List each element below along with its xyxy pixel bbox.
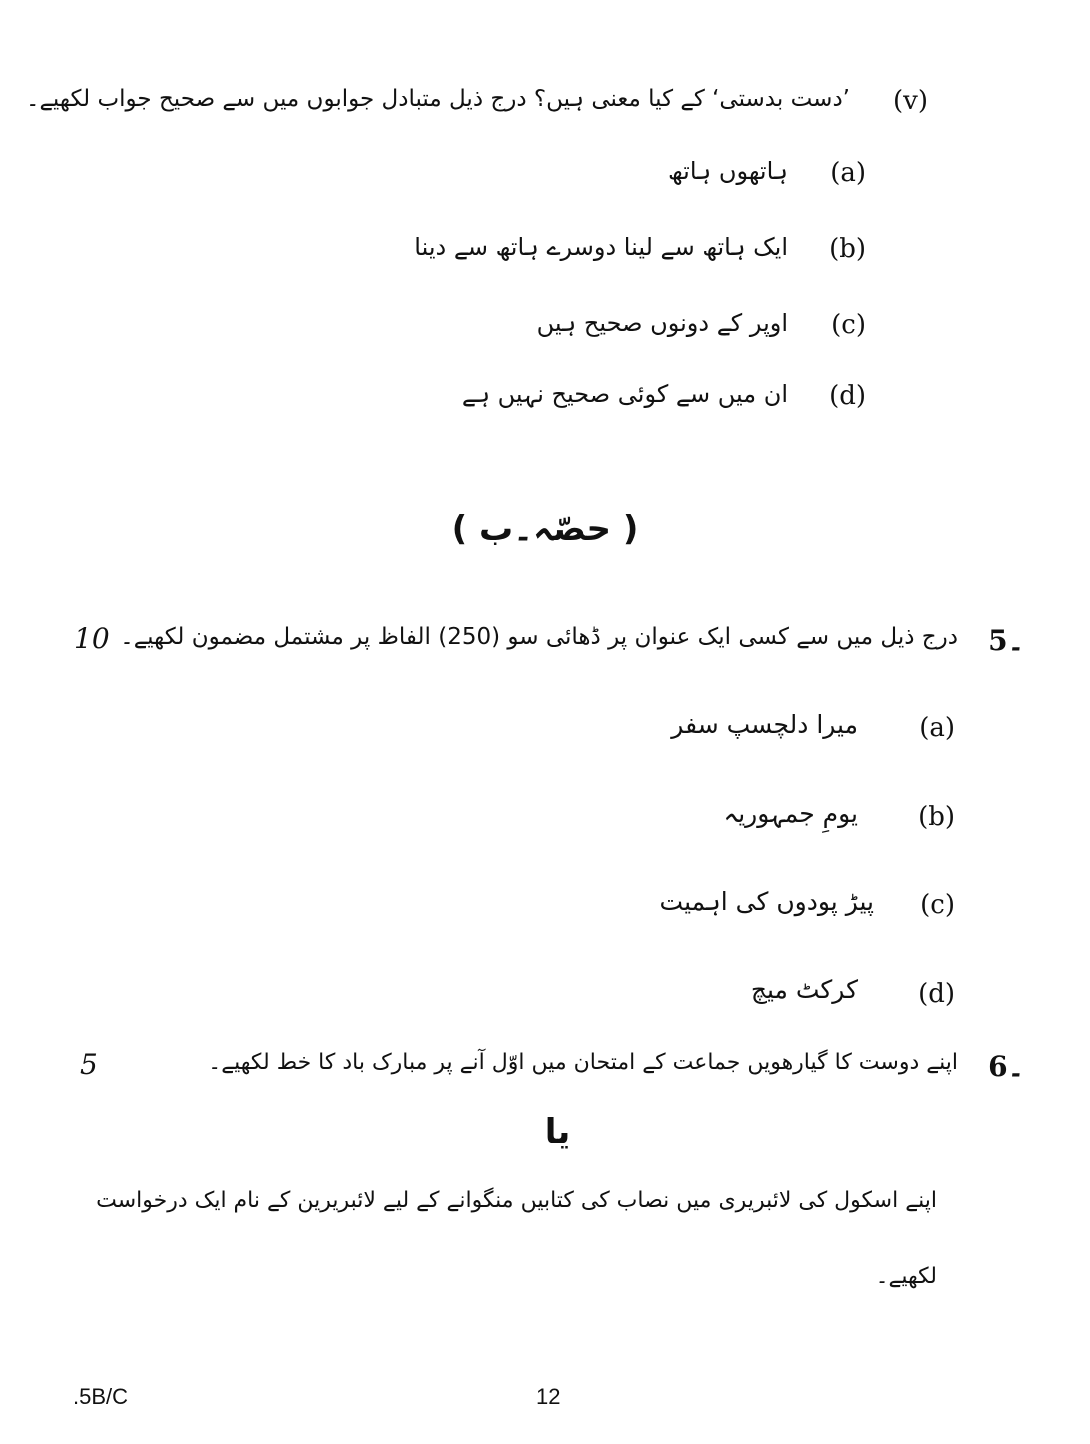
- question-5-number: 5۔: [988, 624, 1024, 657]
- q5-option-a-label: (a): [919, 713, 955, 743]
- paper-code: .5B/C: [73, 1384, 129, 1409]
- page-number: 12: [536, 1384, 561, 1409]
- q5-option-c-text: پیڑ پودوں کی اہمیت: [659, 887, 874, 916]
- q-v-option-c-label: (c): [831, 310, 866, 340]
- or-separator: یا: [544, 1112, 571, 1152]
- question-6-alternative-line-1: اپنے اسکول کی لائبریری میں نصاب کی کتابیں منگوانے کے لیے لائبریرین کے نام ایک درخواست: [96, 1188, 937, 1213]
- q-v-option-d-text: ان میں سے کوئی صحیح نہیں ہے: [461, 380, 788, 408]
- question-5-text: درج ذیل میں سے کسی ایک عنوان پر ڈھائی سو (250) الفاظ پر مشتمل مضمون لکھیے۔: [120, 624, 958, 650]
- q5-option-b-text: یومِ جمہوریہ: [723, 799, 858, 828]
- section-b-heading: ( حصّہ۔ب ): [451, 509, 639, 549]
- q5-option-c-label: (c): [920, 890, 955, 920]
- q-v-option-a-text: ہاتھوں ہاتھ: [668, 157, 788, 185]
- q-v-option-b-text: ایک ہاتھ سے لینا دوسرے ہاتھ سے دینا: [414, 233, 788, 261]
- question-v-text: ’دست بدستی‘ کے کیا معنی ہیں؟ درج ذیل متبادل جوابوں میں سے صحیح جواب لکھیے۔: [25, 86, 850, 112]
- q-v-option-c-text: اوپر کے دونوں صحیح ہیں: [536, 309, 788, 337]
- question-5-marks: 10: [74, 622, 110, 655]
- question-6-marks: 5: [80, 1048, 98, 1081]
- q-v-option-d-label: (d): [829, 381, 866, 411]
- question-v-label: (v): [893, 86, 928, 116]
- q5-option-d-label: (d): [918, 979, 955, 1009]
- q5-option-b-label: (b): [918, 802, 955, 832]
- question-6-number: 6۔: [988, 1050, 1024, 1083]
- q-v-option-b-label: (b): [829, 234, 866, 264]
- question-6-text: اپنے دوست کا گیارھویں جماعت کے امتحان میں اوّل آنے پر مبارک باد کا خط لکھیے۔: [208, 1050, 958, 1075]
- q-v-option-a-label: (a): [830, 158, 866, 188]
- q5-option-a-text: میرا دلچسپ سفر: [671, 710, 858, 739]
- q5-option-d-text: کرکٹ میچ: [750, 975, 858, 1004]
- question-6-alternative-line-2: لکھیے۔: [875, 1264, 937, 1289]
